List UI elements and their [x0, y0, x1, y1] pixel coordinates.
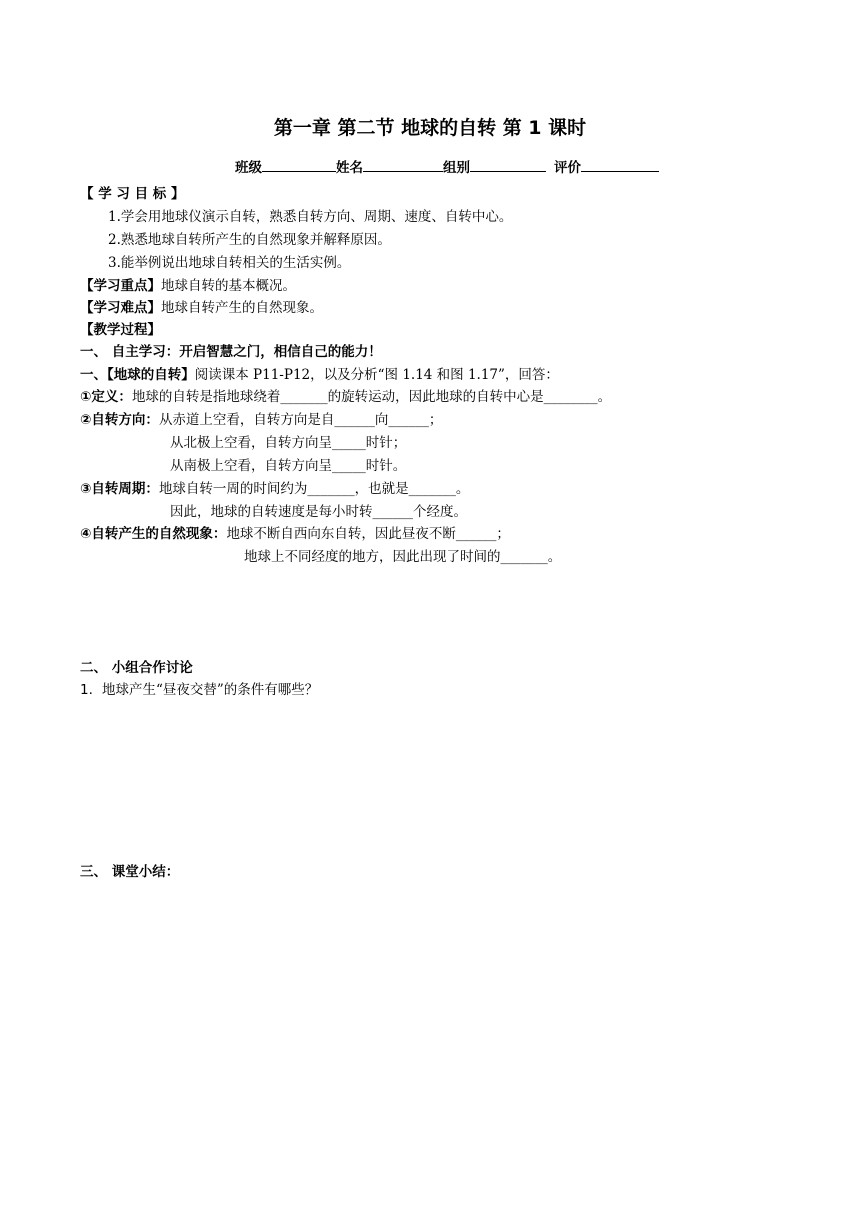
definition-line: [80, 387, 611, 407]
section1-intro-label: 一、【地球的自转】: [80, 367, 195, 383]
objectives-header: 【 学 习 目 标 】: [80, 186, 185, 202]
phenomena-line-2: 地球上不同经度的地方，因此出现了时间的_______。: [244, 549, 562, 565]
eval-blank: [581, 156, 659, 172]
direction-line-1: [80, 410, 442, 430]
period-label: ③自转周期：: [80, 481, 159, 497]
period-line-2: 因此，地球的自转速度是每小时转______个经度。: [170, 504, 467, 520]
period-text-1: 地球自转一周的时间约为_______，也就是_______。: [158, 481, 470, 497]
definition-label: ①定义：: [80, 389, 132, 405]
direction-line-2: 从北极上空看，自转方向呈_____时针；: [170, 435, 407, 451]
eval-label: 评价: [554, 160, 581, 176]
key-point-label: 【学习重点】: [80, 278, 161, 294]
phenomena-line-1: [80, 524, 510, 544]
discussion-question-1: [80, 680, 318, 700]
key-point-line: [80, 276, 296, 296]
class-blank: [262, 156, 336, 172]
name-label: 姓名: [336, 160, 363, 176]
difficulty-label: 【学习难点】: [80, 300, 161, 316]
difficulty-text: 地球自转产生的自然现象。: [161, 300, 323, 316]
group-blank: [470, 156, 546, 172]
section3-heading: 三、 课堂小结：: [80, 864, 180, 880]
definition-text: 地球的自转是指地球绕着_______的旋转运动，因此地球的自转中心是________。: [131, 389, 612, 405]
direction-label: ②自转方向：: [80, 412, 159, 428]
section1-heading: 一、 自主学习：开启智慧之门，相信自己的能力！: [80, 344, 382, 360]
section1-intro: [80, 365, 559, 385]
phenomena-label: ④自转产生的自然现象：: [80, 526, 227, 542]
class-label: 班级: [235, 160, 262, 176]
section1-intro-text: 阅读课本 P11-P12，以及分析“图 1.14 和图 1.17”，回答：: [194, 367, 559, 383]
page-title: 第一章 第二节 地球的自转 第 1 课时: [273, 117, 587, 139]
section2-heading: 二、 小组合作讨论: [80, 660, 193, 676]
objective-item-2: 2.熟悉地球自转所产生的自然现象并解释原因。: [108, 232, 391, 248]
question-text: 地球产生“昼夜交替”的条件有哪些？: [102, 682, 319, 698]
group-label: 组别: [443, 160, 470, 176]
phenomena-text-1: 地球不断自西向东自转，因此昼夜不断______；: [226, 526, 510, 542]
key-point-text: 地球自转的基本概况。: [161, 278, 296, 294]
process-header: 【教学过程】: [80, 322, 161, 338]
name-blank: [363, 156, 443, 172]
question-number: 1.: [80, 682, 93, 698]
period-line-1: [80, 479, 469, 499]
difficulty-line: [80, 298, 323, 318]
objective-item-3: 3.能举例说出地球自转相关的生活实例。: [108, 255, 351, 271]
direction-line-3: 从南极上空看，自转方向呈_____时针。: [170, 458, 407, 474]
objective-item-1: 1.学会用地球仪演示自转，熟悉自转方向、周期、速度、自转中心。: [108, 209, 513, 225]
direction-text-1: 从赤道上空看，自转方向是自______向______；: [158, 412, 443, 428]
student-info-line: [235, 156, 659, 178]
